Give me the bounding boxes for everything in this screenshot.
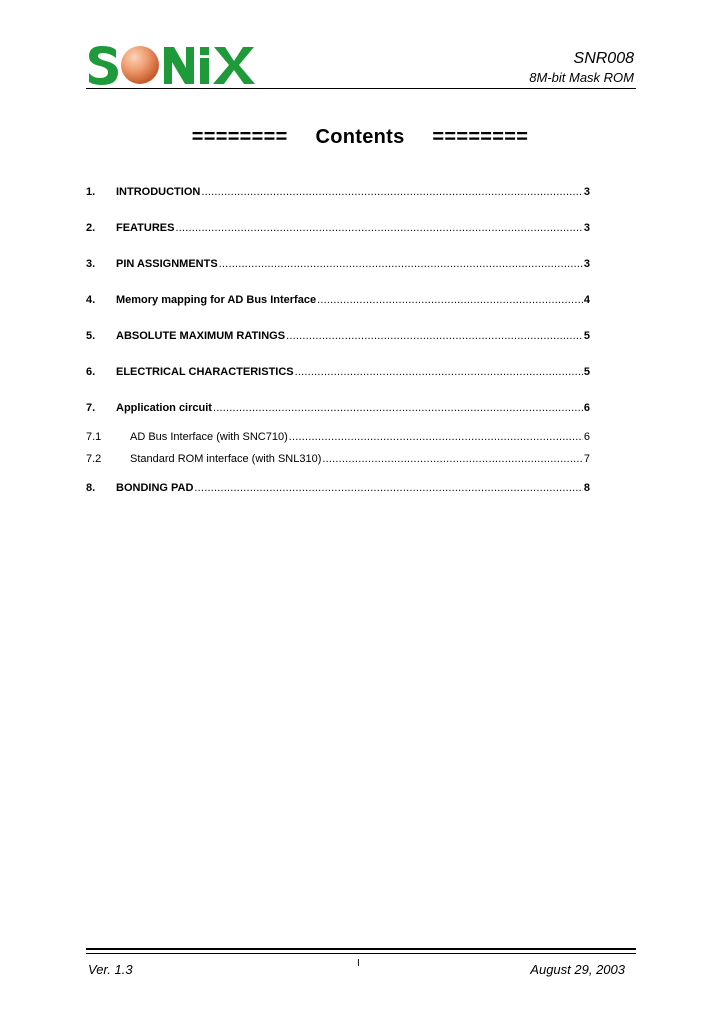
toc-entry-label: AD Bus Interface (with SNC710) — [130, 431, 288, 443]
toc-dot-leader — [194, 482, 582, 494]
logo-ball — [121, 46, 159, 84]
toc-dot-leader — [289, 431, 583, 443]
toc-entry[interactable] — [86, 431, 590, 447]
toc-entry-label: ELECTRICAL CHARACTERISTICS — [116, 366, 294, 378]
toc-entry-page: 3 — [583, 222, 590, 234]
toc-entry-page: 6 — [583, 402, 590, 414]
toc-entry-number: 3. — [86, 258, 96, 270]
toc-entry[interactable] — [86, 453, 590, 469]
toc-entry-page: 5 — [583, 330, 590, 342]
toc-entry-number: 8. — [86, 482, 96, 494]
toc-dot-leader — [286, 330, 583, 342]
logo-letter-n — [164, 47, 194, 84]
toc-entry[interactable] — [86, 482, 590, 498]
title-rule-left: ======== — [191, 126, 288, 148]
toc-entry-number: 7.1 — [86, 431, 102, 443]
toc-entry-label: BONDING PAD — [116, 482, 194, 494]
toc-entry-number: 5. — [86, 330, 96, 342]
sonix-logo — [86, 44, 266, 86]
logo-letter-i-stem — [200, 58, 209, 84]
toc-entry-number: 7.2 — [86, 453, 102, 465]
toc-entry[interactable] — [86, 402, 590, 418]
toc-dot-leader — [317, 294, 583, 306]
toc-entry-label: PIN ASSIGNMENTS — [116, 258, 218, 270]
logo-letter-x — [213, 47, 255, 84]
toc-entry-label: ABSOLUTE MAXIMUM RATINGS — [116, 330, 286, 342]
toc-entry-number: 4. — [86, 294, 96, 306]
toc-entry[interactable] — [86, 330, 590, 346]
toc-entry-label: FEATURES — [116, 222, 175, 234]
toc-entry-label: Standard ROM interface (with SNL310) — [130, 453, 322, 465]
toc-entry-page: 3 — [583, 186, 590, 198]
footer-version: Ver. 1.3 — [88, 962, 133, 977]
toc-entry-page: 6 — [583, 431, 590, 443]
toc-entry[interactable] — [86, 258, 590, 274]
toc-entry-label: Memory mapping for AD Bus Interface — [116, 294, 317, 306]
footer-divider-thick — [86, 948, 636, 950]
toc-entry[interactable] — [86, 366, 590, 382]
footer-date: August 29, 2003 — [530, 962, 625, 977]
toc-dot-leader — [295, 366, 583, 378]
toc-entry-label: INTRODUCTION — [116, 186, 201, 198]
toc-entry-number: 2. — [86, 222, 96, 234]
logo-letter-s — [89, 46, 118, 85]
toc-dot-leader — [201, 186, 583, 198]
toc-entry-page: 4 — [583, 294, 590, 306]
footer-page-number: I — [357, 958, 360, 969]
toc-entry-label: Application circuit — [116, 402, 212, 414]
header-model: SNR008 — [573, 50, 634, 67]
toc-entry-page: 5 — [583, 366, 590, 378]
toc-entry-number: 7. — [86, 402, 96, 414]
toc-entry-number: 6. — [86, 366, 96, 378]
title-rule-right: ======== — [432, 126, 529, 148]
toc-entry[interactable] — [86, 222, 590, 238]
toc-entry-number: 1. — [86, 186, 96, 198]
toc-entry-page: 7 — [583, 453, 590, 465]
toc-dot-leader — [219, 258, 583, 270]
title-text: Contents — [315, 126, 405, 148]
toc-entry-page: 3 — [583, 258, 590, 270]
toc-entry-page: 8 — [583, 482, 590, 494]
page-title — [0, 126, 720, 149]
header-subtitle: 8M-bit Mask ROM — [529, 70, 634, 85]
toc-dot-leader — [213, 402, 583, 414]
toc-dot-leader — [175, 222, 582, 234]
toc-entry[interactable] — [86, 294, 590, 310]
logo-letter-i-dot — [200, 47, 209, 55]
footer-divider-thin — [86, 953, 636, 954]
toc-entry[interactable] — [86, 186, 590, 202]
toc-dot-leader — [322, 453, 583, 465]
header-divider — [86, 88, 636, 89]
